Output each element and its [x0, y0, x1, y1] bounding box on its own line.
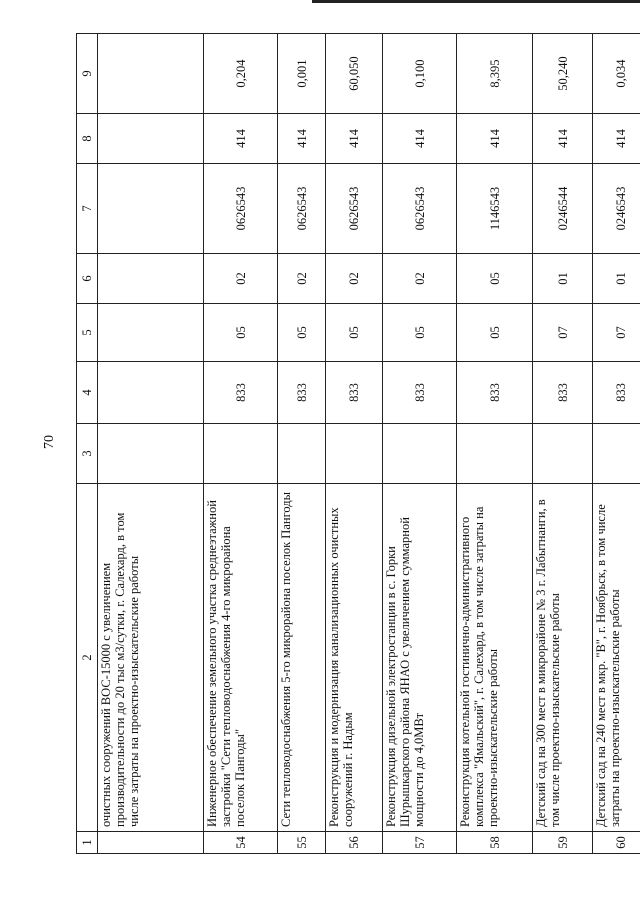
- table-row: [98, 34, 204, 854]
- cell-c8: 414: [593, 114, 640, 164]
- cell-c8: 414: [278, 114, 326, 164]
- cell-c6: 01: [593, 254, 640, 304]
- cell-c9: 8,395: [457, 34, 533, 114]
- table-row: [204, 34, 278, 854]
- row-description: Детский сад на 240 мест в мкр. "В", г. Ноябрьск, в том числе затраты на проектно-изыскательские работы: [593, 484, 640, 832]
- row-description: очистных сооружений ВОС-15000 с увеличением производительности до 20 тыс м3/сутки, г. Салехард, в том числе затраты на проектно-изыскательские работы: [98, 484, 204, 832]
- cell-c5: [98, 304, 204, 362]
- cell-c4: 833: [326, 362, 383, 424]
- cell-c3: [204, 424, 278, 484]
- cell-c8: 414: [326, 114, 383, 164]
- row-description: Инженерное обеспечение земельного участка среднеэтажной застройки "Сети тепловодоснабжения 4-го микрорайона поселок Пангоды": [204, 484, 278, 832]
- cell-c3: [326, 424, 383, 484]
- cell-c5: 05: [383, 304, 457, 362]
- cell-c7: 0246543: [593, 164, 640, 254]
- cell-c8: [98, 114, 204, 164]
- column-header: 8: [77, 114, 98, 164]
- cell-c5: 05: [204, 304, 278, 362]
- cell-c5: 05: [278, 304, 326, 362]
- row-number: [98, 832, 204, 854]
- cell-c5: 05: [326, 304, 383, 362]
- cell-c4: 833: [533, 362, 593, 424]
- cell-c5: 05: [457, 304, 533, 362]
- column-header: 4: [77, 362, 98, 424]
- table-body: [98, 34, 640, 854]
- top-rule: [312, 0, 640, 3]
- column-header: 6: [77, 254, 98, 304]
- row-number: 57: [383, 832, 457, 854]
- column-header: 5: [77, 304, 98, 362]
- row-description: Реконструкция дизельной электростанции в с. Горки Шурышкарского района ЯНАО с увеличением суммарной мощности до 4,0МВт: [383, 484, 457, 832]
- cell-c7: 0626543: [204, 164, 278, 254]
- cell-c3: [533, 424, 593, 484]
- table-row: [533, 34, 593, 854]
- cell-c9: 50,240: [533, 34, 593, 114]
- cell-c9: 0,034: [593, 34, 640, 114]
- row-description: Реконструкция котельной гостинично-административного комплекса "Ямальский", г. Салехард, в том числе затраты на проектно-изыскательские работы: [457, 484, 533, 832]
- page-number: 70: [42, 435, 57, 449]
- cell-c7: 0246544: [533, 164, 593, 254]
- cell-c8: 414: [204, 114, 278, 164]
- cell-c6: [98, 254, 204, 304]
- budget-table-rotated: [76, 34, 628, 854]
- column-header: 2: [77, 484, 98, 832]
- row-number: 56: [326, 832, 383, 854]
- row-number: 55: [278, 832, 326, 854]
- cell-c7: [98, 164, 204, 254]
- cell-c4: 833: [278, 362, 326, 424]
- budget-table: [76, 33, 640, 854]
- cell-c4: [98, 362, 204, 424]
- cell-c9: 0,001: [278, 34, 326, 114]
- row-number: 54: [204, 832, 278, 854]
- cell-c7: 0626543: [278, 164, 326, 254]
- cell-c3: [457, 424, 533, 484]
- cell-c5: 07: [593, 304, 640, 362]
- cell-c6: 02: [204, 254, 278, 304]
- cell-c3: [383, 424, 457, 484]
- cell-c4: 833: [204, 362, 278, 424]
- header-row: [77, 34, 98, 854]
- row-number: 59: [533, 832, 593, 854]
- table-row: [383, 34, 457, 854]
- cell-c6: 02: [326, 254, 383, 304]
- cell-c4: 833: [593, 362, 640, 424]
- row-number: 58: [457, 832, 533, 854]
- cell-c5: 07: [533, 304, 593, 362]
- cell-c8: 414: [457, 114, 533, 164]
- cell-c4: 833: [457, 362, 533, 424]
- column-header: 3: [77, 424, 98, 484]
- row-number: 60: [593, 832, 640, 854]
- table-row: [457, 34, 533, 854]
- table-row: [593, 34, 640, 854]
- cell-c7: 0626543: [383, 164, 457, 254]
- row-description: Сети тепловодоснабжения 5-го микрорайона поселок Пангоды: [278, 484, 326, 832]
- column-header: 9: [77, 34, 98, 114]
- cell-c3: [278, 424, 326, 484]
- column-header: 1: [77, 832, 98, 854]
- cell-c8: 414: [533, 114, 593, 164]
- cell-c3: [593, 424, 640, 484]
- row-description: Реконструкция и модернизация канализационных очистных сооружений г. Надым: [326, 484, 383, 832]
- cell-c6: 02: [278, 254, 326, 304]
- table-row: [278, 34, 326, 854]
- cell-c9: 60,050: [326, 34, 383, 114]
- table-row: [326, 34, 383, 854]
- cell-c3: [98, 424, 204, 484]
- cell-c7: 1146543: [457, 164, 533, 254]
- cell-c9: 0,100: [383, 34, 457, 114]
- cell-c6: 01: [533, 254, 593, 304]
- cell-c6: 02: [383, 254, 457, 304]
- cell-c9: 0,204: [204, 34, 278, 114]
- cell-c8: 414: [383, 114, 457, 164]
- cell-c4: 833: [383, 362, 457, 424]
- cell-c7: 0626543: [326, 164, 383, 254]
- cell-c9: [98, 34, 204, 114]
- row-description: Детский сад на 300 мест в микрорайоне № 3 г. Лабытнанги, в том числе проектно-изыскательские работы: [533, 484, 593, 832]
- column-header: 7: [77, 164, 98, 254]
- cell-c6: 05: [457, 254, 533, 304]
